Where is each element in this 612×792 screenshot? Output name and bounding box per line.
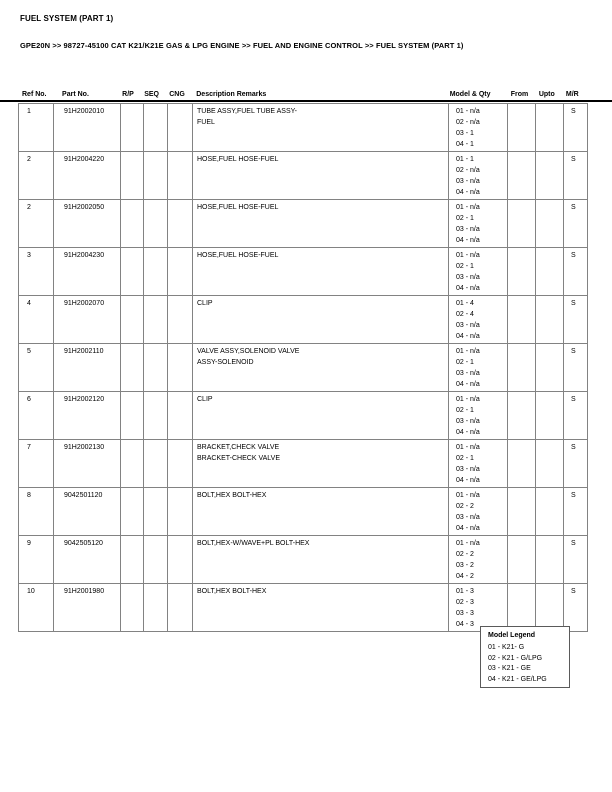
cell-mr: S	[564, 152, 588, 200]
cell-ref-no: 7	[19, 440, 54, 488]
column-header-rp: R/P	[122, 91, 134, 98]
cell-rp	[121, 296, 144, 344]
header-rule	[0, 100, 612, 102]
cell-cng	[168, 104, 193, 152]
cell-cng	[168, 440, 193, 488]
breadcrumb: GPE20N >> 98727-45100 CAT K21/K21E GAS & LPG ENGINE >> FUEL AND ENGINE CONTROL >> FUEL SYSTEM (PART 1)	[20, 41, 464, 50]
cell-description: HOSE,FUEL HOSE-FUEL	[193, 248, 449, 296]
cell-model-qty: 01 - n/a 02 - 1 03 - n/a 04 - n/a	[449, 344, 508, 392]
cell-from	[508, 440, 536, 488]
table-row	[19, 536, 588, 584]
cell-cng	[168, 152, 193, 200]
cell-mr: S	[564, 104, 588, 152]
cell-part-no: 9042501120	[54, 488, 121, 536]
model-legend-items	[488, 643, 567, 685]
cell-upto	[536, 584, 564, 632]
cell-seq	[144, 200, 168, 248]
cell-model-qty: 01 - n/a 02 - 1 03 - n/a 04 - n/a	[449, 200, 508, 248]
cell-description: CLIP	[193, 296, 449, 344]
cell-description: BRACKET,CHECK VALVE BRACKET-CHECK VALVE	[193, 440, 449, 488]
cell-description: HOSE,FUEL HOSE-FUEL	[193, 200, 449, 248]
cell-description: CLIP	[193, 392, 449, 440]
cell-rp	[121, 584, 144, 632]
cell-mr: S	[564, 200, 588, 248]
cell-upto	[536, 392, 564, 440]
cell-model-qty: 01 - 1 02 - n/a 03 - n/a 04 - n/a	[449, 152, 508, 200]
cell-seq	[144, 440, 168, 488]
cell-seq	[144, 296, 168, 344]
cell-cng	[168, 248, 193, 296]
cell-description: BOLT,HEX-W/WAVE+PL BOLT-HEX	[193, 536, 449, 584]
column-header-description: Description Remarks	[196, 91, 267, 98]
cell-part-no: 91H2004220	[54, 152, 121, 200]
cell-ref-no: 9	[19, 536, 54, 584]
column-header-part-no: Part No.	[62, 91, 89, 98]
cell-mr: S	[564, 296, 588, 344]
cell-part-no: 91H2002010	[54, 104, 121, 152]
cell-rp	[121, 248, 144, 296]
cell-seq	[144, 104, 168, 152]
cell-from	[508, 104, 536, 152]
column-header-cng: CNG	[169, 91, 185, 98]
cell-model-qty: 01 - n/a 02 - 1 03 - n/a 04 - n/a	[449, 248, 508, 296]
cell-upto	[536, 488, 564, 536]
cell-seq	[144, 344, 168, 392]
cell-mr: S	[564, 536, 588, 584]
cell-rp	[121, 200, 144, 248]
table-row	[19, 488, 588, 536]
table-row	[19, 344, 588, 392]
column-header-upto: Upto	[538, 91, 555, 98]
cell-mr: S	[564, 392, 588, 440]
cell-seq	[144, 488, 168, 536]
table-row	[19, 440, 588, 488]
cell-mr: S	[564, 344, 588, 392]
column-header-ref-no: Ref No.	[22, 91, 47, 98]
model-legend-item: 02 - K21 - G/LPG	[488, 654, 543, 662]
cell-seq	[144, 584, 168, 632]
parts-table	[18, 103, 588, 632]
column-header-from: From	[510, 91, 529, 98]
cell-from	[508, 344, 536, 392]
cell-part-no: 91H2004230	[54, 248, 121, 296]
cell-cng	[168, 488, 193, 536]
cell-cng	[168, 344, 193, 392]
page-title: FUEL SYSTEM (PART 1)	[20, 14, 114, 23]
cell-ref-no: 2	[19, 152, 54, 200]
cell-description: VALVE ASSY,SOLENOID VALVE ASSY-SOLENOID	[193, 344, 449, 392]
cell-from	[508, 488, 536, 536]
cell-seq	[144, 152, 168, 200]
cell-model-qty: 01 - n/a 02 - 1 03 - n/a 04 - n/a	[449, 440, 508, 488]
cell-description: BOLT,HEX BOLT-HEX	[193, 488, 449, 536]
cell-description: TUBE ASSY,FUEL TUBE ASSY- FUEL	[193, 104, 449, 152]
cell-cng	[168, 392, 193, 440]
cell-from	[508, 584, 536, 632]
cell-model-qty: 01 - n/a 02 - 2 03 - 2 04 - 2	[449, 536, 508, 584]
column-headers	[18, 84, 588, 98]
cell-seq	[144, 392, 168, 440]
cell-rp	[121, 536, 144, 584]
cell-ref-no: 6	[19, 392, 54, 440]
cell-part-no: 91H2002070	[54, 296, 121, 344]
cell-seq	[144, 536, 168, 584]
cell-mr: S	[564, 440, 588, 488]
table-row	[19, 200, 588, 248]
cell-description: HOSE,FUEL HOSE-FUEL	[193, 152, 449, 200]
cell-model-qty: 01 - n/a 02 - n/a 03 - 1 04 - 1	[449, 104, 508, 152]
cell-part-no: 91H2002050	[54, 200, 121, 248]
table-row	[19, 248, 588, 296]
cell-upto	[536, 200, 564, 248]
cell-ref-no: 3	[19, 248, 54, 296]
cell-from	[508, 152, 536, 200]
cell-upto	[536, 152, 564, 200]
table-row	[19, 152, 588, 200]
cell-part-no: 9042505120	[54, 536, 121, 584]
cell-model-qty: 01 - 4 02 - 4 03 - n/a 04 - n/a	[449, 296, 508, 344]
column-header-mr: M/R	[565, 91, 579, 98]
table-row	[19, 296, 588, 344]
cell-upto	[536, 536, 564, 584]
cell-description: BOLT,HEX BOLT-HEX	[193, 584, 449, 632]
cell-upto	[536, 440, 564, 488]
model-legend-item: 01 - K21- G	[488, 644, 525, 651]
cell-upto	[536, 248, 564, 296]
cell-from	[508, 392, 536, 440]
cell-from	[508, 248, 536, 296]
cell-ref-no: 4	[19, 296, 54, 344]
model-legend-title: Model Legend	[488, 632, 536, 639]
cell-upto	[536, 104, 564, 152]
cell-rp	[121, 488, 144, 536]
cell-part-no: 91H2002130	[54, 440, 121, 488]
cell-model-qty: 01 - n/a 02 - 1 03 - n/a 04 - n/a	[449, 392, 508, 440]
cell-from	[508, 536, 536, 584]
cell-cng	[168, 200, 193, 248]
cell-mr: S	[564, 248, 588, 296]
cell-part-no: 91H2002120	[54, 392, 121, 440]
cell-rp	[121, 392, 144, 440]
column-header-model-qty: Model & Qty	[449, 91, 491, 98]
cell-cng	[168, 584, 193, 632]
cell-rp	[121, 152, 144, 200]
column-header-row	[18, 84, 588, 98]
table-row	[19, 104, 588, 152]
cell-upto	[536, 296, 564, 344]
cell-from	[508, 200, 536, 248]
table-row	[19, 392, 588, 440]
cell-part-no: 91H2002110	[54, 344, 121, 392]
cell-cng	[168, 536, 193, 584]
model-legend-item: 03 - K21 - GE	[488, 665, 531, 672]
model-legend-item: 04 - K21 - GE/LPG	[488, 675, 547, 683]
cell-ref-no: 2	[19, 200, 54, 248]
cell-ref-no: 5	[19, 344, 54, 392]
model-legend	[480, 626, 570, 688]
table-row	[19, 584, 588, 632]
cell-mr: S	[564, 584, 588, 632]
cell-seq	[144, 248, 168, 296]
cell-part-no: 91H2001980	[54, 584, 121, 632]
cell-ref-no: 8	[19, 488, 54, 536]
cell-mr: S	[564, 488, 588, 536]
cell-cng	[168, 296, 193, 344]
cell-upto	[536, 344, 564, 392]
cell-ref-no: 1	[19, 104, 54, 152]
cell-ref-no: 10	[19, 584, 54, 632]
cell-from	[508, 296, 536, 344]
cell-rp	[121, 440, 144, 488]
column-header-seq: SEQ	[144, 91, 159, 98]
cell-rp	[121, 344, 144, 392]
cell-model-qty: 01 - 3 02 - 3 03 - 3 04 - 3	[449, 584, 508, 632]
cell-model-qty: 01 - n/a 02 - 2 03 - n/a 04 - n/a	[449, 488, 508, 536]
cell-rp	[121, 104, 144, 152]
